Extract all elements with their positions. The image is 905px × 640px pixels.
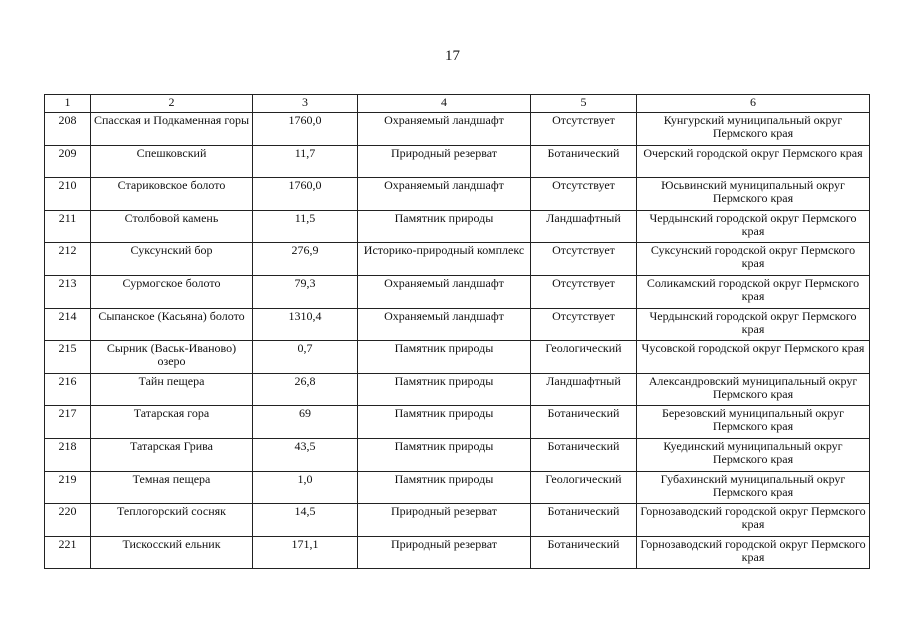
profile-cell: Отсутствует [531,178,637,211]
header-col-1: 1 [45,95,91,113]
protected-areas-table [44,94,870,569]
area-cell: 0,7 [253,341,358,374]
category-cell: Памятник природы [358,341,531,374]
name-cell: Спешковский [91,145,253,178]
profile-cell: Ботанический [531,504,637,537]
location-cell: Очерский городской округ Пермского края [637,145,870,178]
location-cell: Суксунский городской округ Пермского края [637,243,870,276]
table-row [45,471,870,504]
row-number-cell: 220 [45,504,91,537]
area-cell: 171,1 [253,536,358,569]
category-cell: Памятник природы [358,210,531,243]
row-number-cell: 217 [45,406,91,439]
location-cell: Чердынский городской округ Пермского края [637,210,870,243]
table-row [45,243,870,276]
location-cell: Куединский муниципальный округ Пермского края [637,438,870,471]
row-number-cell: 214 [45,308,91,341]
location-cell: Горнозаводский городской округ Пермского края [637,536,870,569]
category-cell: Природный резерват [358,145,531,178]
profile-cell: Отсутствует [531,243,637,276]
table-row [45,145,870,178]
header-col-6: 6 [637,95,870,113]
name-cell: Сыпанское (Касьяна) болото [91,308,253,341]
row-number-cell: 218 [45,438,91,471]
location-cell: Горнозаводский городской округ Пермского края [637,504,870,537]
name-cell: Тайн пещера [91,373,253,406]
row-number-cell: 215 [45,341,91,374]
table-row [45,178,870,211]
header-row [45,95,870,113]
location-cell: Александровский муниципальный округ Пермского края [637,373,870,406]
row-number-cell: 221 [45,536,91,569]
table-row [45,210,870,243]
category-cell: Памятник природы [358,471,531,504]
profile-cell: Ботанический [531,406,637,439]
name-cell: Столбовой камень [91,210,253,243]
category-cell: Природный резерват [358,536,531,569]
profile-cell: Геологический [531,341,637,374]
category-cell: Памятник природы [358,373,531,406]
name-cell: Сурмогское болото [91,275,253,308]
location-cell: Губахинский муниципальный округ Пермского края [637,471,870,504]
table-row [45,504,870,537]
profile-cell: Ботанический [531,438,637,471]
header-col-2: 2 [91,95,253,113]
row-number-cell: 212 [45,243,91,276]
profile-cell: Ботанический [531,145,637,178]
profile-cell: Геологический [531,471,637,504]
table-row [45,341,870,374]
category-cell: Природный резерват [358,504,531,537]
profile-cell: Ландшафтный [531,210,637,243]
area-cell: 11,7 [253,145,358,178]
name-cell: Татарская Грива [91,438,253,471]
category-cell: Памятник природы [358,406,531,439]
table-header [45,95,870,113]
profile-cell: Ландшафтный [531,373,637,406]
table-row [45,373,870,406]
area-cell: 43,5 [253,438,358,471]
table-row [45,536,870,569]
area-cell: 79,3 [253,275,358,308]
profile-cell: Отсутствует [531,275,637,308]
table-row [45,113,870,146]
name-cell: Суксунский бор [91,243,253,276]
table-row [45,275,870,308]
location-cell: Чердынский городской округ Пермского края [637,308,870,341]
area-cell: 69 [253,406,358,439]
name-cell: Сырник (Васьк-Иваново) озеро [91,341,253,374]
area-cell: 1760,0 [253,178,358,211]
area-cell: 1760,0 [253,113,358,146]
profile-cell: Ботанический [531,536,637,569]
row-number-cell: 210 [45,178,91,211]
location-cell: Чусовской городской округ Пермского края [637,341,870,374]
category-cell: Охраняемый ландшафт [358,275,531,308]
area-cell: 26,8 [253,373,358,406]
name-cell: Теплогорский сосняк [91,504,253,537]
header-col-3: 3 [253,95,358,113]
profile-cell: Отсутствует [531,113,637,146]
location-cell: Кунгурский муниципальный округ Пермского края [637,113,870,146]
category-cell: Памятник природы [358,438,531,471]
table-body [45,113,870,569]
location-cell: Юсьвинский муниципальный округ Пермского края [637,178,870,211]
row-number-cell: 211 [45,210,91,243]
row-number-cell: 213 [45,275,91,308]
name-cell: Татарская гора [91,406,253,439]
table-row [45,438,870,471]
row-number-cell: 219 [45,471,91,504]
name-cell: Темная пещера [91,471,253,504]
area-cell: 1,0 [253,471,358,504]
category-cell: Охраняемый ландшафт [358,113,531,146]
header-col-4: 4 [358,95,531,113]
location-cell: Березовский муниципальный округ Пермского края [637,406,870,439]
table-row [45,406,870,439]
area-cell: 11,5 [253,210,358,243]
location-cell: Соликамский городской округ Пермского края [637,275,870,308]
page-number: 17 [445,48,460,64]
area-cell: 14,5 [253,504,358,537]
name-cell: Стариковское болото [91,178,253,211]
area-cell: 1310,4 [253,308,358,341]
row-number-cell: 208 [45,113,91,146]
area-cell: 276,9 [253,243,358,276]
name-cell: Тискосский ельник [91,536,253,569]
name-cell: Спасская и Подкаменная горы [91,113,253,146]
header-col-5: 5 [531,95,637,113]
category-cell: Охраняемый ландшафт [358,178,531,211]
profile-cell: Отсутствует [531,308,637,341]
category-cell: Историко-природный комплекс [358,243,531,276]
row-number-cell: 216 [45,373,91,406]
category-cell: Охраняемый ландшафт [358,308,531,341]
table-row [45,308,870,341]
row-number-cell: 209 [45,145,91,178]
